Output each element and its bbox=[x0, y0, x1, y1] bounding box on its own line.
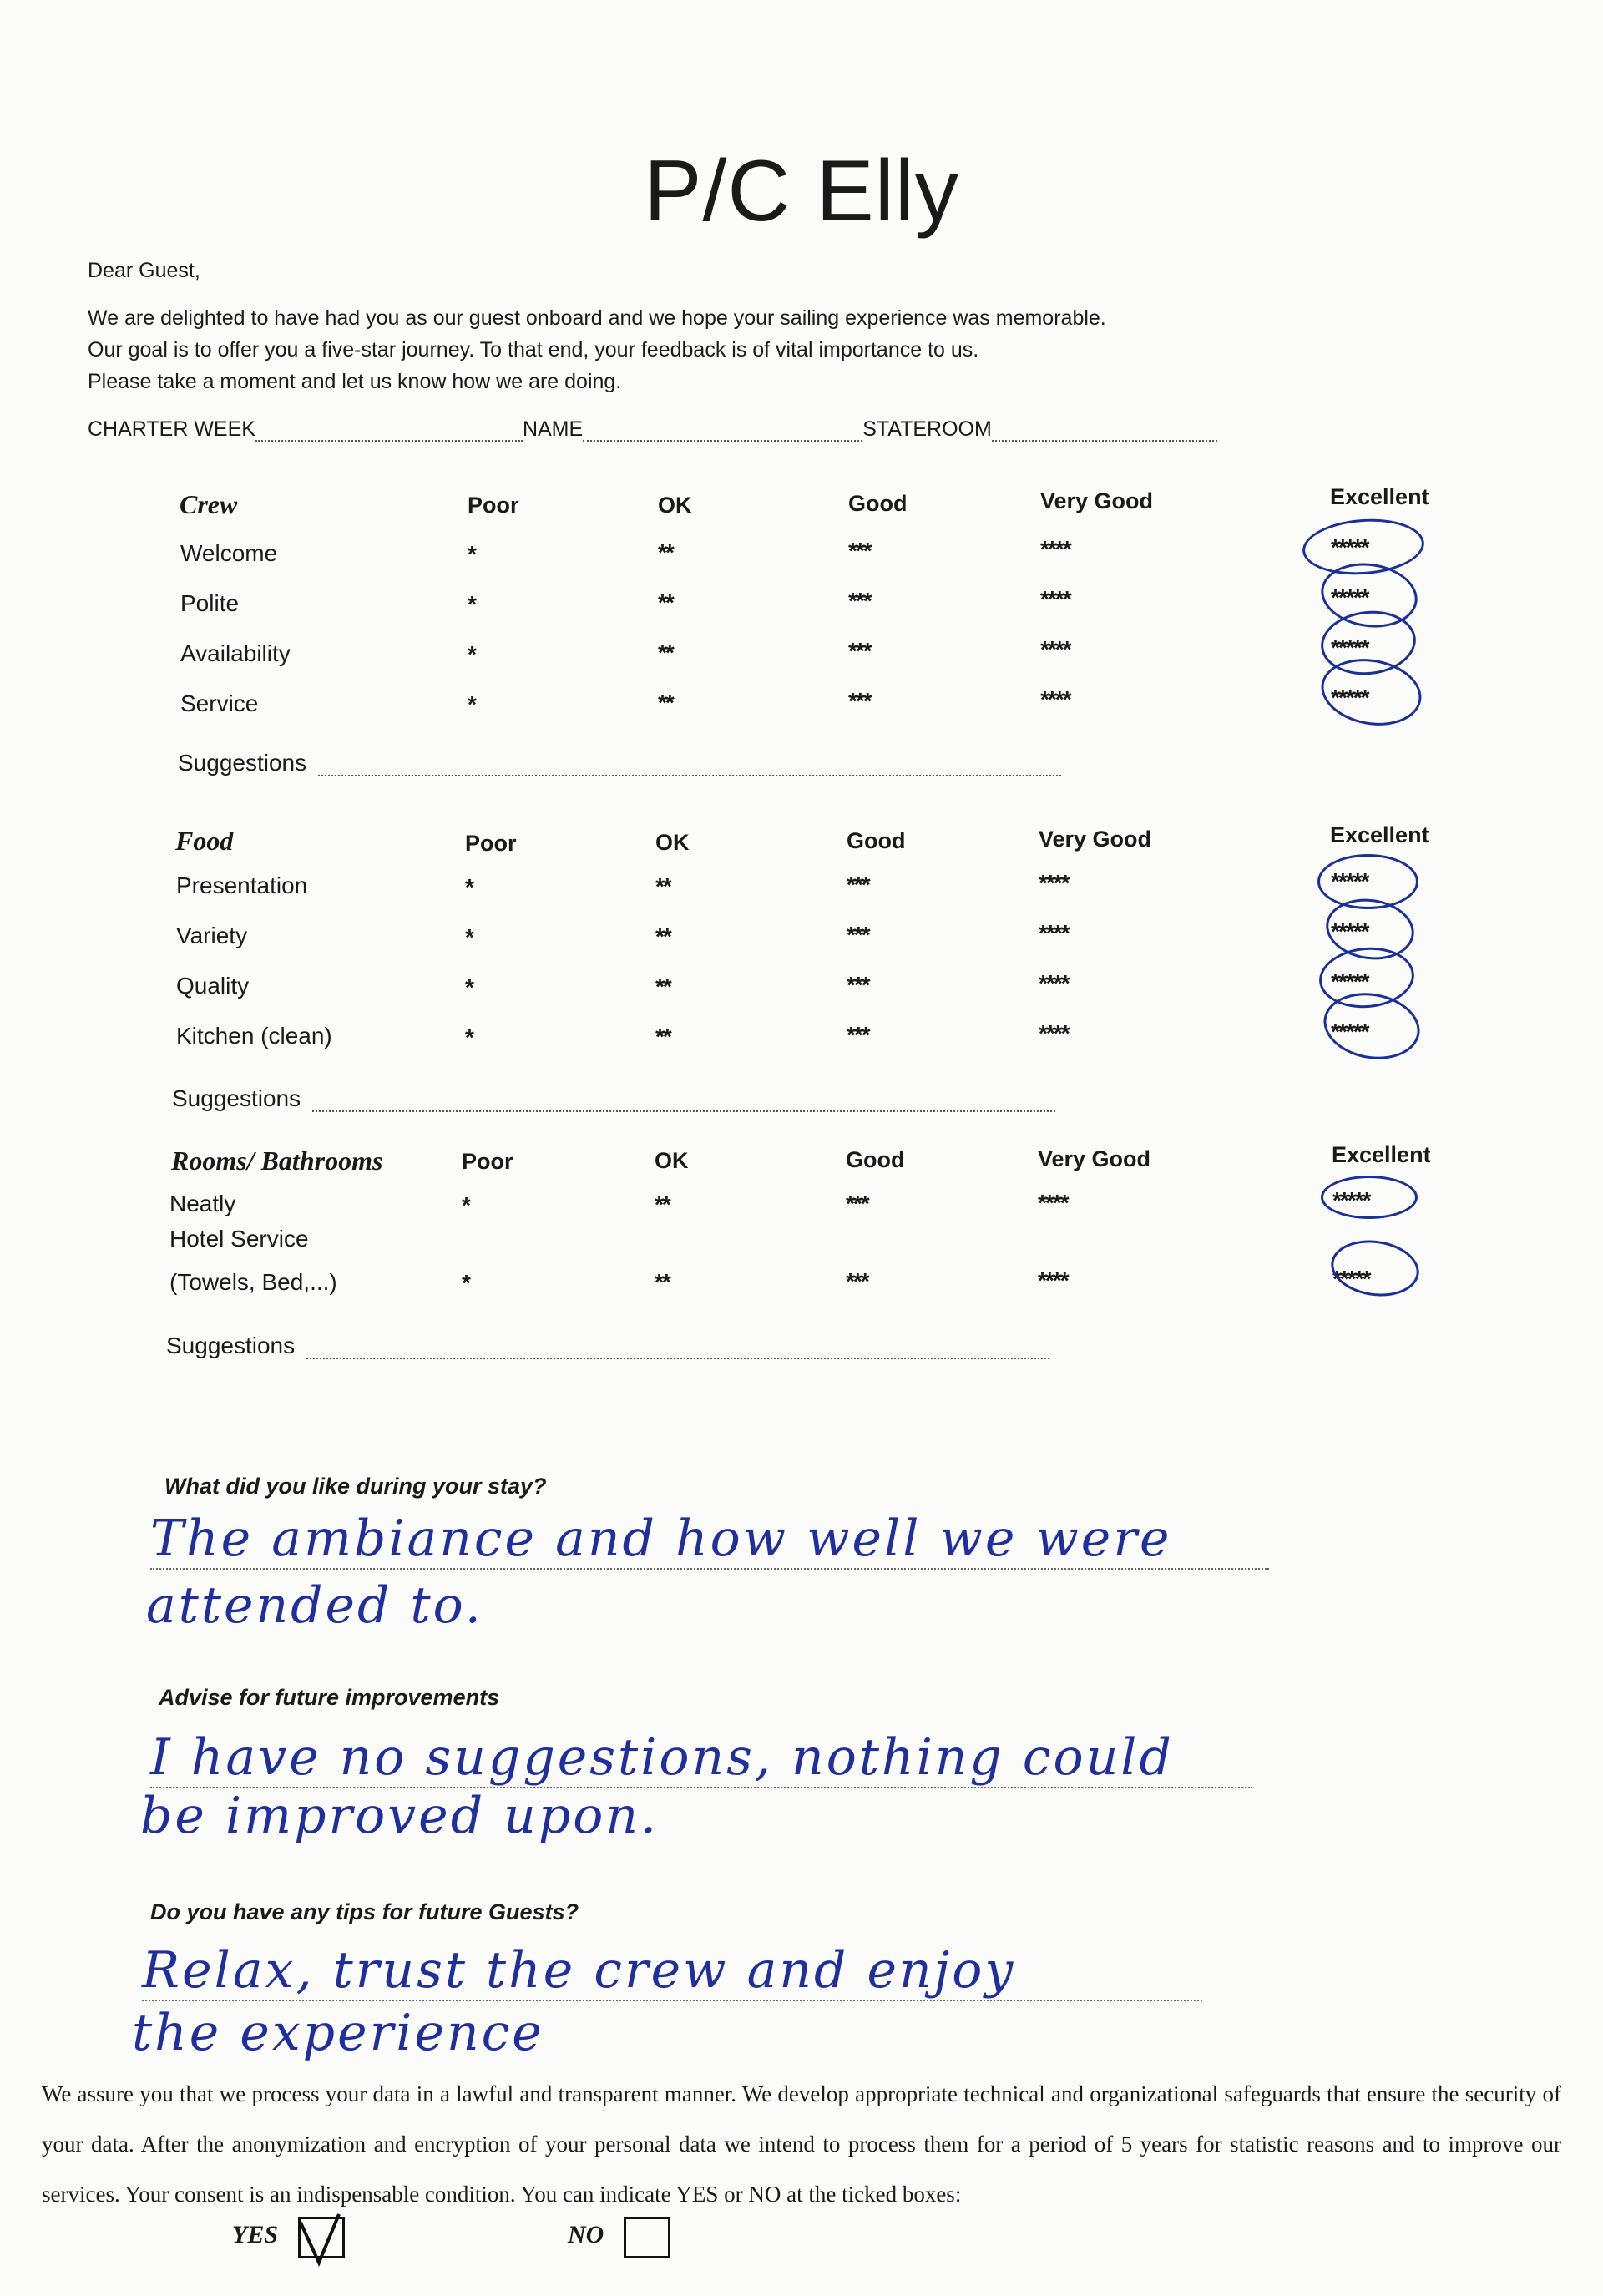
col-very-good: Very Good bbox=[1038, 1146, 1151, 1171]
col-very-good: Very Good bbox=[1040, 488, 1154, 513]
col-ok: OK bbox=[658, 493, 692, 518]
col-good: Good bbox=[847, 828, 906, 853]
rating-good[interactable]: *** bbox=[847, 922, 869, 948]
rating-excellent[interactable]: ***** bbox=[1332, 1266, 1370, 1292]
rating-excellent[interactable]: ***** bbox=[1331, 534, 1368, 560]
rating-excellent[interactable]: ***** bbox=[1332, 1187, 1370, 1213]
row-welcome: Welcome bbox=[180, 540, 278, 566]
rating-excellent[interactable]: ***** bbox=[1331, 635, 1368, 660]
row-quality: Quality bbox=[176, 973, 250, 999]
rating-ok[interactable]: ** bbox=[658, 589, 673, 615]
rating-very-good[interactable]: **** bbox=[1039, 1020, 1069, 1046]
question-improvements: Advise for future improvements bbox=[159, 1685, 500, 1710]
rating-poor[interactable]: * bbox=[468, 641, 475, 667]
answer-improvements-line-2[interactable]: be improved upon. bbox=[140, 1787, 660, 1845]
consent-yes-checkbox[interactable] bbox=[298, 2217, 345, 2258]
rating-ok[interactable]: ** bbox=[655, 923, 670, 949]
intro-line-2: Our goal is to offer you a five-star journey. To that end, your feedback is of vital importance to us. bbox=[88, 338, 979, 362]
rating-good[interactable]: *** bbox=[847, 1022, 869, 1048]
rating-ok[interactable]: ** bbox=[658, 690, 673, 716]
data-consent-text: We assure you that we process your data in a lawful and transparent manner. We develop appropriate technical and organizational safeguards that ensure the security of your data. After the anonymization and encryption of your personal data we intend to process them for a period of 5 years for statistic reasons and to improve our services. Your consent is an indispensable condition. You can indicate YES or NO at the ticked boxes: bbox=[42, 2081, 1561, 2207]
rating-poor[interactable]: * bbox=[465, 874, 473, 900]
row-polite: Polite bbox=[180, 590, 240, 616]
rating-poor[interactable]: * bbox=[465, 974, 473, 1000]
col-excellent: Excellent bbox=[1330, 822, 1429, 847]
answer-tips-line-1[interactable]: Relax, trust the crew and enjoy bbox=[142, 1941, 1202, 2001]
form-title: P/C Elly bbox=[644, 143, 959, 240]
suggestions-label: Suggestions bbox=[172, 1085, 301, 1111]
rating-excellent[interactable]: ***** bbox=[1331, 1019, 1368, 1044]
suggestions-field[interactable] bbox=[306, 1343, 1049, 1359]
rating-poor[interactable]: * bbox=[468, 541, 475, 567]
consent-no-checkbox[interactable] bbox=[624, 2217, 670, 2258]
rating-poor[interactable]: * bbox=[462, 1192, 469, 1218]
rating-poor[interactable]: * bbox=[468, 691, 475, 717]
rating-good[interactable]: *** bbox=[847, 872, 869, 898]
suggestions-label: Suggestions bbox=[166, 1333, 296, 1358]
intro-line-3: Please take a moment and let us know how we are doing. bbox=[88, 370, 622, 393]
rating-ok[interactable]: ** bbox=[655, 1191, 670, 1217]
rating-very-good[interactable]: **** bbox=[1040, 636, 1070, 662]
rating-ok[interactable]: ** bbox=[658, 539, 673, 565]
col-poor: Poor bbox=[465, 831, 517, 856]
col-ok: OK bbox=[655, 1148, 689, 1173]
rating-very-good[interactable]: **** bbox=[1040, 686, 1070, 712]
rating-very-good[interactable]: **** bbox=[1038, 1190, 1068, 1216]
col-very-good: Very Good bbox=[1039, 827, 1152, 852]
suggestions-row bbox=[172, 1085, 1055, 1112]
row-hotel-service-sub: (Towels, Bed,...) bbox=[169, 1269, 337, 1295]
suggestions-field[interactable] bbox=[318, 760, 1061, 776]
suggestions-field[interactable] bbox=[312, 1095, 1055, 1112]
suggestions-row bbox=[166, 1333, 1049, 1359]
row-variety: Variety bbox=[176, 923, 248, 948]
rating-good[interactable]: *** bbox=[848, 538, 871, 564]
intro-line-1: We are delighted to have had you as our guest onboard and we hope your sailing experience was memorable. bbox=[88, 306, 1106, 330]
question-liked: What did you like during your stay? bbox=[164, 1474, 547, 1499]
charter-week-label: CHARTER WEEK bbox=[88, 417, 255, 441]
greeting: Dear Guest, bbox=[88, 259, 200, 282]
col-poor: Poor bbox=[462, 1149, 513, 1174]
rating-good[interactable]: *** bbox=[846, 1191, 868, 1216]
row-kitchen: Kitchen (clean) bbox=[176, 1023, 332, 1049]
rating-very-good[interactable]: **** bbox=[1039, 870, 1069, 896]
rating-excellent[interactable]: ***** bbox=[1331, 868, 1368, 894]
rating-good[interactable]: *** bbox=[848, 588, 871, 614]
name-label: NAME bbox=[522, 417, 584, 441]
rating-very-good[interactable]: **** bbox=[1040, 586, 1070, 612]
answer-liked-line-1[interactable]: The ambiance and how well we were bbox=[150, 1510, 1269, 1570]
rating-excellent[interactable]: ***** bbox=[1331, 584, 1368, 610]
rating-ok[interactable]: ** bbox=[655, 873, 670, 899]
col-excellent: Excellent bbox=[1332, 1142, 1431, 1167]
col-ok: OK bbox=[655, 830, 690, 855]
rating-very-good[interactable]: **** bbox=[1039, 920, 1069, 946]
rating-good[interactable]: *** bbox=[846, 1268, 868, 1294]
rating-poor[interactable]: * bbox=[465, 924, 473, 950]
question-tips: Do you have any tips for future Guests? bbox=[150, 1899, 579, 1924]
col-excellent: Excellent bbox=[1330, 484, 1429, 509]
col-poor: Poor bbox=[468, 493, 519, 518]
answer-tips-line-2[interactable]: the experience bbox=[132, 2004, 544, 2062]
rating-good[interactable]: *** bbox=[848, 688, 871, 714]
answer-improvements-line-1[interactable]: I have no suggestions, nothing could bbox=[150, 1728, 1252, 1788]
consent-no-label: NO bbox=[568, 2221, 604, 2248]
suggestions-row bbox=[178, 750, 1061, 776]
section-title: Rooms/ Bathrooms bbox=[171, 1145, 383, 1176]
col-good: Good bbox=[846, 1147, 905, 1172]
rating-poor[interactable]: * bbox=[468, 591, 475, 617]
row-presentation: Presentation bbox=[176, 872, 308, 898]
rating-excellent[interactable]: ***** bbox=[1331, 918, 1368, 944]
rating-poor[interactable]: * bbox=[462, 1270, 469, 1296]
rating-good[interactable]: *** bbox=[848, 638, 871, 664]
stateroom-label: STATEROOM bbox=[862, 417, 992, 441]
row-hotel-service: Hotel Service bbox=[169, 1226, 309, 1252]
rating-ok[interactable]: ** bbox=[655, 1024, 670, 1049]
rating-very-good[interactable]: **** bbox=[1039, 970, 1069, 996]
col-good: Good bbox=[848, 491, 908, 516]
rating-poor[interactable]: * bbox=[465, 1024, 473, 1050]
checkmark-icon bbox=[297, 2214, 347, 2273]
row-neatly: Neatly bbox=[169, 1191, 236, 1216]
stateroom-field[interactable] bbox=[992, 423, 1217, 442]
selection-circle bbox=[1321, 1176, 1418, 1219]
answer-liked-line-2[interactable]: attended to. bbox=[146, 1576, 483, 1635]
name-field[interactable] bbox=[583, 423, 862, 442]
consent-yes-label: YES bbox=[232, 2221, 279, 2248]
rating-excellent[interactable]: ***** bbox=[1331, 685, 1368, 711]
section-title: Crew bbox=[180, 489, 238, 519]
rating-very-good[interactable]: **** bbox=[1038, 1267, 1068, 1293]
guest-info-fields bbox=[88, 417, 1240, 442]
rating-very-good[interactable]: **** bbox=[1040, 536, 1070, 562]
suggestions-label: Suggestions bbox=[178, 750, 307, 776]
section-title: Food bbox=[175, 826, 234, 856]
rating-ok[interactable]: ** bbox=[655, 1269, 670, 1295]
row-availability: Availability bbox=[180, 640, 291, 666]
rating-ok[interactable]: ** bbox=[658, 640, 673, 665]
rating-good[interactable]: *** bbox=[847, 972, 869, 998]
rating-ok[interactable]: ** bbox=[655, 974, 670, 999]
charter-week-field[interactable] bbox=[255, 423, 523, 442]
rating-excellent[interactable]: ***** bbox=[1331, 968, 1368, 994]
row-service: Service bbox=[180, 690, 259, 716]
